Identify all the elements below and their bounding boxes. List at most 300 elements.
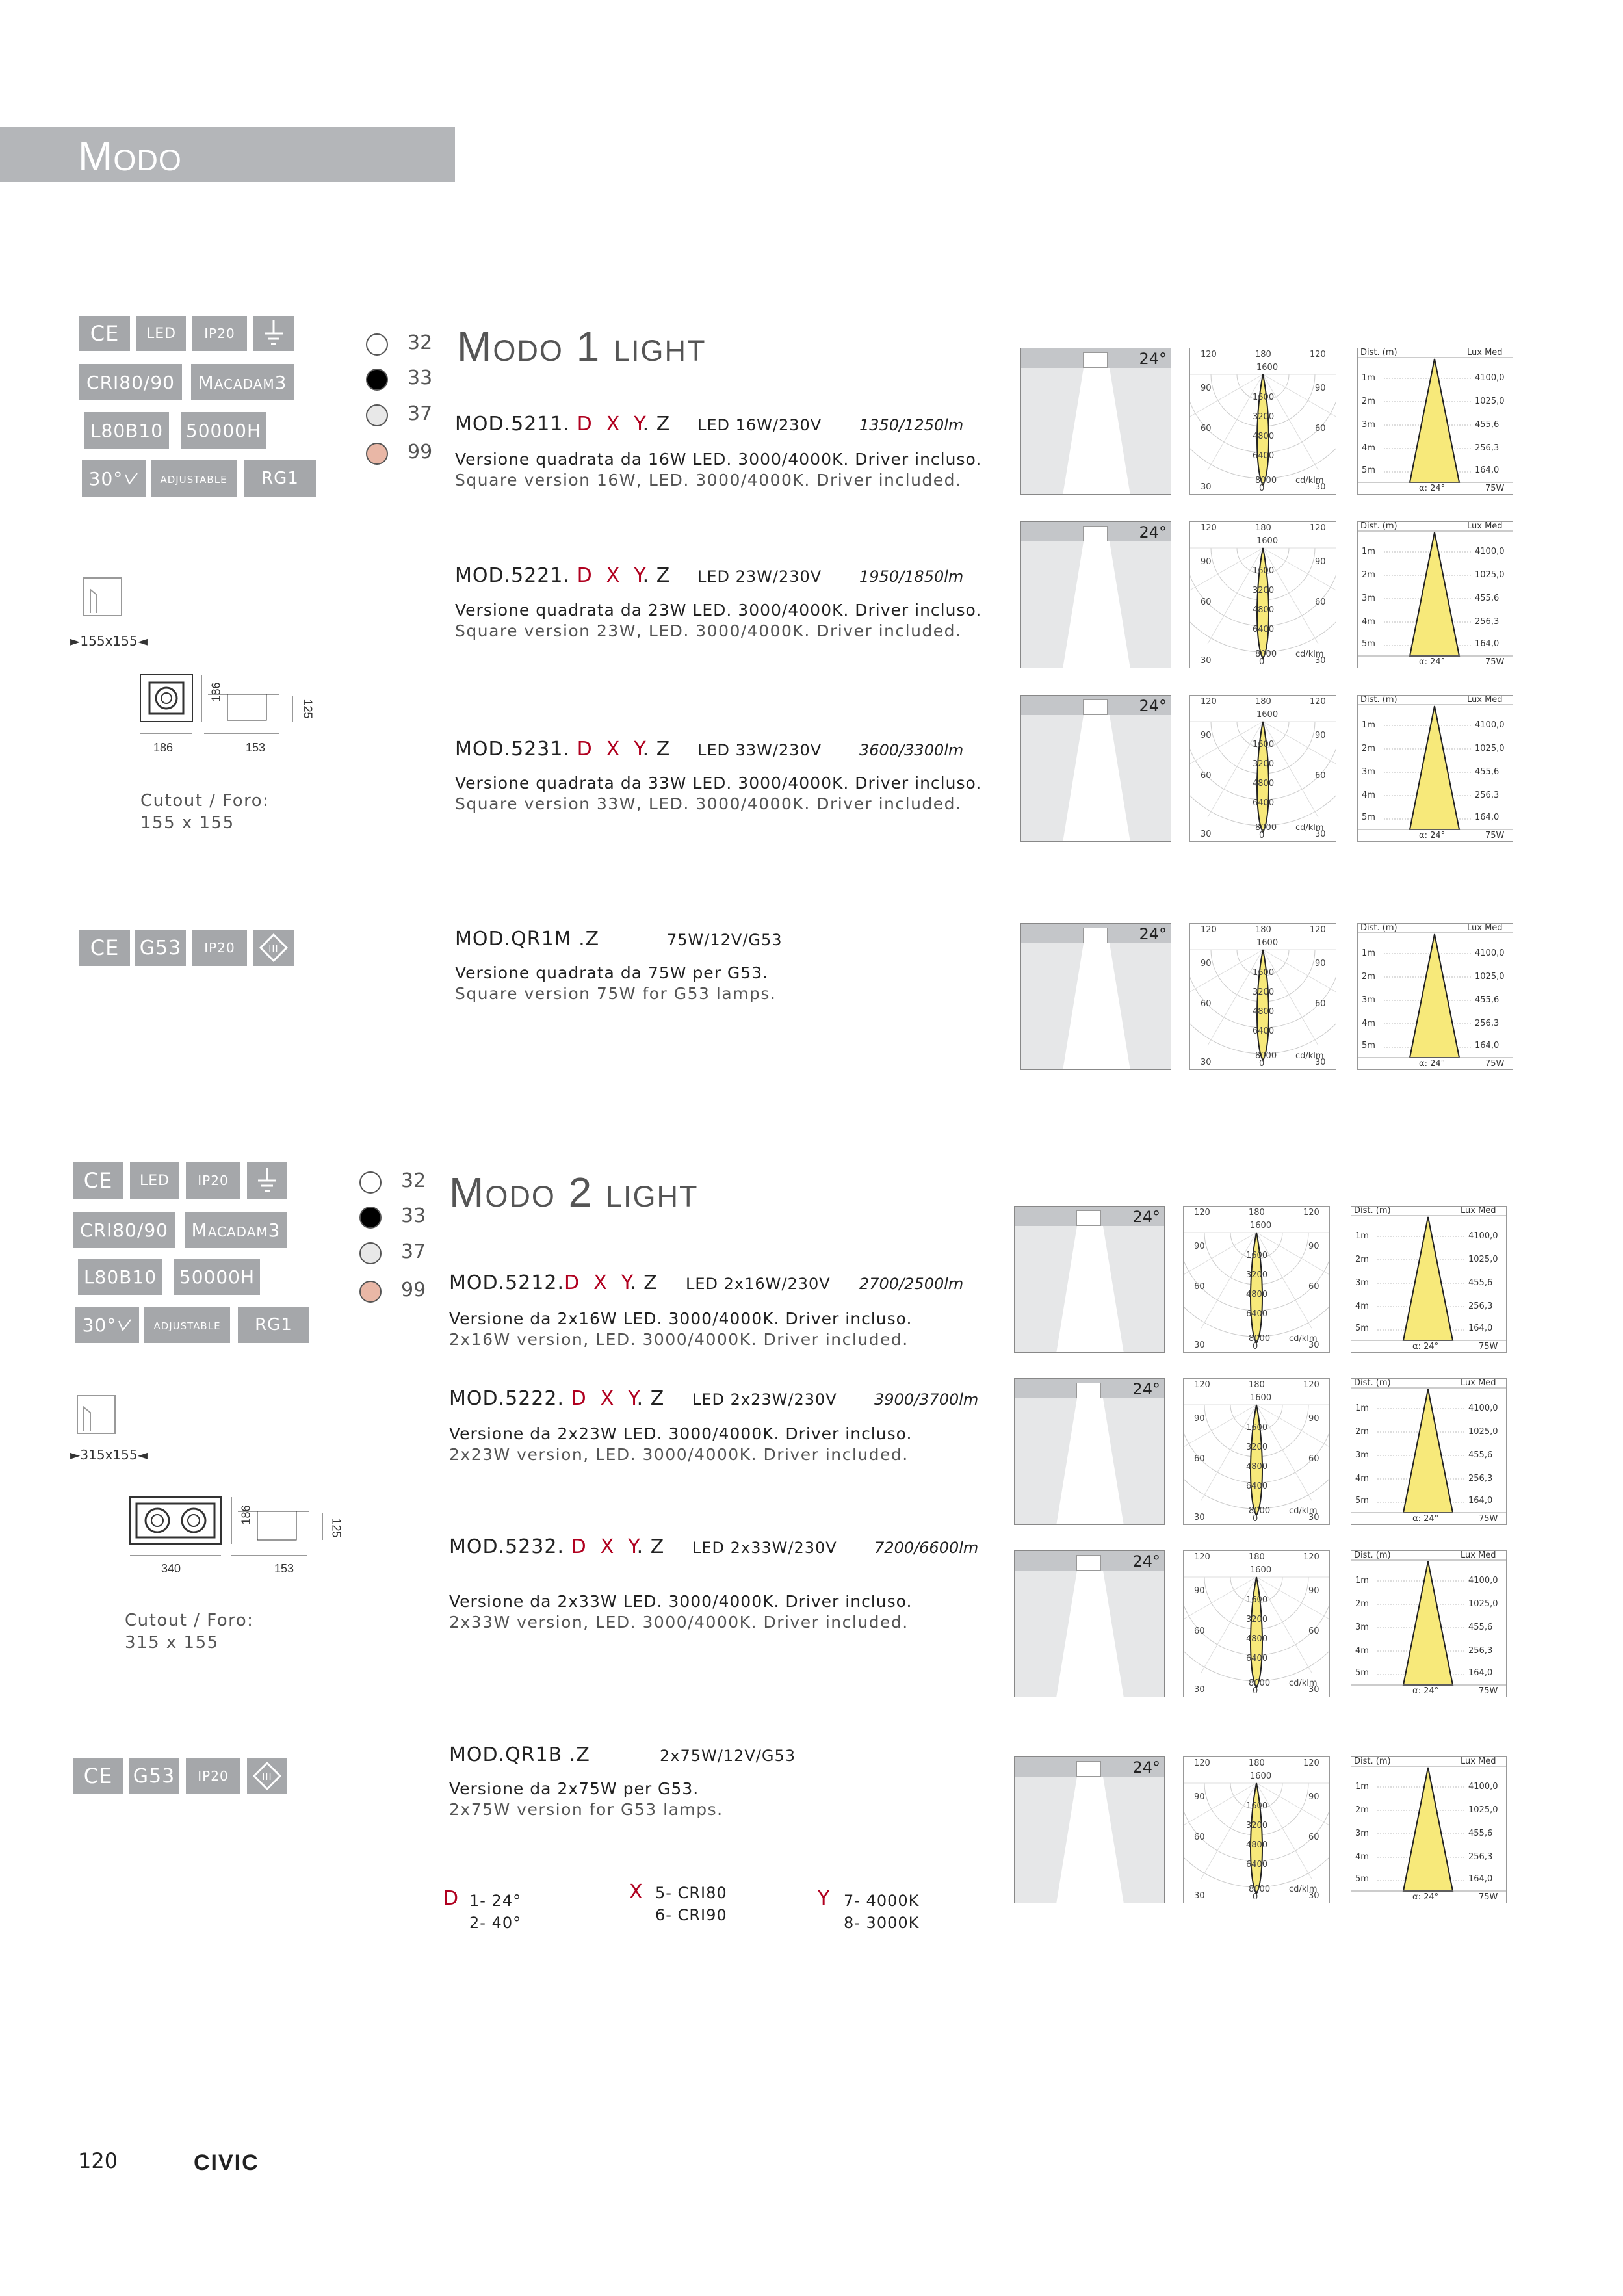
product-spec: LED 2x23W/230V	[692, 1390, 837, 1409]
polar-ring-label: 4800	[1246, 1634, 1268, 1644]
beam-angle-label: 24°	[1139, 697, 1167, 715]
lux-header: Lux Med	[1461, 1206, 1496, 1216]
lux-distance: 3m	[1355, 1278, 1369, 1288]
lux-distance: 2m	[1362, 570, 1375, 580]
lux-diagram	[1357, 348, 1513, 495]
dimension-height: 186	[209, 682, 223, 702]
polar-label: 120	[1303, 1208, 1319, 1218]
polar-label: 30	[1201, 482, 1212, 492]
polar-label: 1600	[1256, 710, 1279, 720]
lux-value: 256,3	[1468, 1301, 1493, 1311]
description-en: Square version 16W, LED. 3000/4000K. Driver included.	[455, 471, 962, 489]
swatch-number: 33	[408, 367, 433, 389]
lux-alpha: α: 24°	[1419, 1059, 1446, 1069]
polar-label: cd/klm	[1295, 476, 1324, 486]
polar-label: 60	[1308, 1833, 1319, 1842]
lux-watt: 75W	[1485, 1059, 1505, 1069]
polar-label: 60	[1315, 424, 1326, 434]
polar-label: 8000	[1255, 823, 1277, 833]
dimension-width: 340	[161, 1562, 181, 1575]
polar-label: 90	[1308, 1792, 1319, 1802]
polar-ring-label: 3200	[1253, 412, 1275, 422]
description-it: Versione da 2x23W LED. 3000/4000K. Driver incluso.	[449, 1424, 913, 1443]
lux-alpha: α: 24°	[1419, 657, 1446, 667]
polar-label: 8000	[1249, 1334, 1271, 1344]
lux-value: 164,0	[1468, 1324, 1493, 1333]
polar-label: 8000	[1255, 1051, 1277, 1061]
lux-distance: 4m	[1362, 443, 1375, 453]
polar-label: 0	[1253, 1514, 1258, 1524]
beam-angle-label: 24°	[1139, 350, 1167, 368]
lux-value: 1025,0	[1468, 1427, 1498, 1437]
lux-diagram	[1351, 1378, 1507, 1525]
polar-label: 90	[1201, 557, 1212, 567]
polar-label: 30	[1315, 829, 1326, 839]
polar-label: 30	[1194, 1513, 1205, 1522]
polar-label: 180	[1255, 523, 1271, 533]
polar-label: 90	[1315, 731, 1326, 740]
dimension-recess: 125	[330, 1518, 343, 1538]
polar-label: 0	[1259, 1059, 1265, 1069]
legend-y-option: 7- 4000K	[844, 1892, 920, 1910]
polar-ring-label: 6400	[1253, 1026, 1275, 1036]
polar-label: 60	[1308, 1626, 1319, 1636]
page-title: Modo	[78, 133, 182, 179]
lux-distance: 3m	[1362, 767, 1375, 777]
polar-ring-label: 1600	[1246, 1423, 1268, 1433]
swatch-number: 32	[401, 1169, 426, 1192]
polar-ring-label: 6400	[1246, 1309, 1268, 1319]
lux-value: 1025,0	[1475, 744, 1505, 753]
polar-label: cd/klm	[1295, 1051, 1324, 1061]
lux-distance: 2m	[1362, 972, 1375, 982]
ground-icon	[247, 1162, 287, 1199]
lux-distance: 2m	[1355, 1805, 1369, 1815]
lux-value: 164,0	[1475, 639, 1500, 649]
adjustable-badge: adjustable	[151, 460, 237, 497]
swatch-grey	[359, 1242, 382, 1264]
lux-header: Dist. (m)	[1354, 1206, 1391, 1216]
lux-value: 1025,0	[1468, 1255, 1498, 1264]
ip20-badge: IP20	[192, 930, 247, 966]
lux-diagram	[1351, 1206, 1507, 1353]
polar-label: 30	[1194, 1891, 1205, 1901]
polar-label: 30	[1308, 1685, 1319, 1695]
polar-ring-label: 1600	[1253, 393, 1275, 402]
hours-badge: 50000H	[181, 412, 266, 449]
lux-distance: 4m	[1362, 1019, 1375, 1028]
macadam-badge: Macadam3	[185, 1212, 287, 1248]
polar-ring-label: 3200	[1246, 1270, 1268, 1280]
polar-label: 30	[1194, 1340, 1205, 1350]
lux-watt: 75W	[1485, 484, 1505, 493]
lux-distance: 3m	[1362, 420, 1375, 430]
polar-label: 0	[1259, 831, 1265, 841]
polar-label: 1600	[1256, 938, 1279, 948]
polar-label: 120	[1310, 925, 1326, 935]
lux-alpha: α: 24°	[1419, 484, 1446, 493]
lux-alpha: α: 24°	[1412, 1892, 1439, 1902]
led-badge: LED	[136, 316, 186, 351]
polar-label: 90	[1194, 1242, 1205, 1251]
lux-alpha: α: 24°	[1412, 1686, 1439, 1696]
cutout-icon	[76, 1394, 118, 1439]
macadam-badge: Macadam3	[191, 364, 294, 400]
lux-value: 455,6	[1468, 1450, 1493, 1460]
polar-ring-label: 3200	[1253, 759, 1275, 769]
lux-distance: 2m	[1362, 397, 1375, 406]
beam-diagram	[1014, 1550, 1165, 1697]
product-code: MOD.QR1M .Z	[455, 928, 600, 950]
polar-ring-label: 1600	[1246, 1251, 1268, 1260]
lux-value: 4100,0	[1475, 547, 1505, 556]
lux-watt: 75W	[1479, 1514, 1498, 1524]
polar-label: cd/klm	[1295, 649, 1324, 659]
lux-distance: 1m	[1355, 1231, 1369, 1241]
polar-ring-label: 4800	[1246, 1840, 1268, 1850]
lux-distance: 5m	[1362, 1041, 1375, 1050]
lux-value: 256,3	[1475, 1019, 1500, 1028]
polar-label: 90	[1315, 384, 1326, 393]
polar-curve-diagram	[1183, 1550, 1330, 1697]
transformer-icon	[247, 1758, 287, 1794]
product-code: MOD.5212.D X Y. Z	[449, 1272, 658, 1294]
dimension-depth: 153	[246, 741, 266, 754]
polar-label: 60	[1201, 771, 1212, 781]
polar-label: 1600	[1250, 1393, 1272, 1403]
swatch-number: 33	[401, 1205, 426, 1227]
polar-ring-label: 1600	[1246, 1801, 1268, 1811]
ground-icon	[253, 316, 294, 351]
lux-distance: 5m	[1355, 1668, 1369, 1678]
polar-label: 90	[1201, 731, 1212, 740]
lux-distance: 4m	[1355, 1474, 1369, 1483]
adjustable-badge: adjustable	[144, 1307, 230, 1343]
rg1-badge: RG1	[244, 460, 316, 497]
lux-value: 455,6	[1468, 1623, 1493, 1632]
polar-label: 0	[1253, 1686, 1258, 1696]
polar-label: 0	[1253, 1892, 1258, 1902]
polar-curve-diagram	[1189, 923, 1336, 1070]
polar-ring-label: 6400	[1253, 451, 1275, 461]
ip20-badge: IP20	[186, 1162, 240, 1199]
beam-angle-label: 24°	[1132, 1208, 1160, 1226]
polar-label: 8000	[1249, 1885, 1271, 1894]
lux-value: 1025,0	[1468, 1599, 1498, 1609]
polar-ring-label: 3200	[1246, 1821, 1268, 1831]
swatch-white	[359, 1171, 382, 1194]
polar-label: 30	[1201, 829, 1212, 839]
polar-ring-label: 4800	[1253, 1007, 1275, 1017]
polar-ring-label: 4800	[1253, 779, 1275, 789]
beam-angle-label: 24°	[1132, 1552, 1160, 1571]
polar-label: 30	[1201, 1058, 1212, 1067]
lux-value: 455,6	[1475, 995, 1500, 1005]
lux-value: 164,0	[1468, 1874, 1493, 1884]
beam-diagram	[1014, 1378, 1165, 1525]
lux-distance: 4m	[1355, 1301, 1369, 1311]
polar-label: 120	[1303, 1552, 1319, 1562]
swatch-white	[366, 333, 388, 356]
lux-watt: 75W	[1479, 1342, 1498, 1351]
lux-value: 256,3	[1468, 1852, 1493, 1862]
lux-distance: 2m	[1355, 1599, 1369, 1609]
lux-header: Dist. (m)	[1354, 1550, 1391, 1560]
product-lumen: 1350/1250lm	[859, 416, 964, 434]
lux-header: Dist. (m)	[1360, 923, 1397, 933]
dimension-width: 186	[153, 741, 174, 754]
lux-distance: 1m	[1362, 547, 1375, 556]
polar-label: 120	[1310, 350, 1326, 359]
hours-badge: 50000H	[174, 1259, 260, 1295]
product-lumen: 3600/3300lm	[859, 741, 964, 759]
product-spec: 2x75W/12V/G53	[660, 1747, 796, 1765]
polar-label: 60	[1315, 597, 1326, 607]
polar-label: 1600	[1256, 536, 1279, 546]
polar-label: 60	[1308, 1282, 1319, 1292]
product-lumen: 7200/6600lm	[874, 1539, 979, 1557]
lux-value: 4100,0	[1468, 1231, 1498, 1241]
lux-value: 1025,0	[1468, 1805, 1498, 1815]
lux-header: Dist. (m)	[1360, 695, 1397, 705]
lux-header: Lux Med	[1461, 1550, 1496, 1560]
polar-label: 60	[1315, 771, 1326, 781]
polar-ring-label: 3200	[1246, 1615, 1268, 1624]
product-code: MOD.5232. D X Y. Z	[449, 1535, 665, 1558]
ip20-badge: IP20	[192, 316, 247, 351]
lux-value: 455,6	[1475, 420, 1500, 430]
polar-label: 90	[1308, 1586, 1319, 1596]
polar-ring-label: 1600	[1253, 968, 1275, 978]
product-code: MOD.5231. D X Y. Z	[455, 738, 671, 761]
section-title: Modo 1 light	[457, 323, 707, 370]
cutout-note: Cutout / Foro: 315 x 155	[125, 1611, 254, 1652]
lux-distance: 3m	[1355, 1450, 1369, 1460]
polar-label: 60	[1194, 1282, 1205, 1292]
svg-text:III: III	[268, 944, 279, 954]
polar-label: cd/klm	[1289, 1334, 1318, 1344]
lux-value: 4100,0	[1475, 948, 1505, 958]
polar-label: 90	[1194, 1792, 1205, 1802]
lux-value: 164,0	[1475, 465, 1500, 475]
lux-distance: 1m	[1355, 1403, 1369, 1413]
lux-alpha: α: 24°	[1412, 1342, 1439, 1351]
polar-label: 120	[1303, 1758, 1319, 1768]
polar-label: 0	[1253, 1342, 1258, 1351]
description-en: 2x23W version, LED. 3000/4000K. Driver included.	[449, 1445, 909, 1464]
lux-distance: 4m	[1355, 1646, 1369, 1656]
lux-value: 256,3	[1475, 617, 1500, 627]
polar-ring-label: 4800	[1246, 1462, 1268, 1472]
lux-value: 164,0	[1468, 1668, 1493, 1678]
swatch-black	[366, 369, 388, 391]
polar-label: 0	[1259, 484, 1265, 493]
swatch-number: 99	[401, 1279, 426, 1301]
beam-angle-label: 24°	[1139, 925, 1167, 943]
lux-diagram	[1357, 521, 1513, 668]
cutout-size: ►315x155◄	[70, 1447, 148, 1463]
lux-value: 455,6	[1475, 767, 1500, 777]
lux-value: 455,6	[1468, 1829, 1493, 1838]
lux-diagram	[1357, 695, 1513, 842]
lux-value: 164,0	[1475, 813, 1500, 822]
polar-label: 30	[1308, 1891, 1319, 1901]
ce-badge: CE	[73, 1162, 123, 1199]
polar-label: 90	[1315, 959, 1326, 969]
beam-diagram	[1014, 1756, 1165, 1903]
cri-badge: CRI80/90	[79, 364, 182, 400]
legend-x-letter: X	[629, 1881, 643, 1903]
legend-x-option: 6- CRI90	[655, 1906, 727, 1924]
lux-distance: 3m	[1362, 995, 1375, 1005]
product-spec: LED 16W/230V	[697, 416, 822, 434]
lux-distance: 3m	[1362, 594, 1375, 603]
polar-label: 60	[1194, 1833, 1205, 1842]
description-en: 2x16W version, LED. 3000/4000K. Driver included.	[449, 1330, 909, 1349]
legend-y-option: 8- 3000K	[844, 1914, 920, 1932]
lux-header: Lux Med	[1467, 348, 1503, 358]
lux-distance: 1m	[1362, 720, 1375, 730]
lux-value: 4100,0	[1468, 1403, 1498, 1413]
description-it: Versione da 2x75W per G53.	[449, 1779, 699, 1798]
polar-curve-diagram	[1183, 1378, 1330, 1525]
polar-label: 120	[1310, 697, 1326, 707]
lux-header: Lux Med	[1467, 521, 1503, 531]
polar-label: 60	[1194, 1454, 1205, 1464]
polar-label: 90	[1315, 557, 1326, 567]
description-en: Square version 23W, LED. 3000/4000K. Driver included.	[455, 621, 962, 640]
description-it: Versione quadrata da 33W LED. 3000/4000K. Driver incluso.	[455, 774, 982, 792]
l80b10-badge: L80B10	[78, 1259, 162, 1295]
description-en: Square version 75W for G53 lamps.	[455, 984, 777, 1003]
g53-badge: G53	[135, 930, 186, 966]
lux-distance: 3m	[1355, 1829, 1369, 1838]
lux-value: 455,6	[1468, 1278, 1493, 1288]
polar-label: 8000	[1249, 1506, 1271, 1516]
led-badge: LED	[130, 1162, 179, 1199]
polar-curve-diagram	[1189, 695, 1336, 842]
polar-label: 120	[1201, 350, 1217, 359]
lux-distance: 2m	[1355, 1255, 1369, 1264]
polar-label: 120	[1310, 523, 1326, 533]
description-en: 2x33W version, LED. 3000/4000K. Driver included.	[449, 1613, 909, 1632]
product-code: MOD.5221. D X Y. Z	[455, 564, 671, 587]
lux-value: 164,0	[1468, 1496, 1493, 1506]
polar-label: cd/klm	[1289, 1506, 1318, 1516]
description-it: Versione quadrata da 23W LED. 3000/4000K. Driver incluso.	[455, 601, 982, 620]
swatch-copper	[359, 1281, 382, 1303]
tilt-badge: 30°	[82, 460, 146, 497]
polar-label: 60	[1201, 424, 1212, 434]
lux-watt: 75W	[1485, 657, 1505, 667]
swatch-number: 99	[408, 441, 433, 463]
description-it: Versione quadrata da 75W per G53.	[455, 963, 769, 982]
polar-label: 120	[1201, 925, 1217, 935]
polar-curve-diagram	[1183, 1206, 1330, 1353]
polar-label: 90	[1194, 1586, 1205, 1596]
svg-text:III: III	[262, 1772, 272, 1782]
swatch-black	[359, 1207, 382, 1229]
lux-diagram	[1357, 923, 1513, 1070]
polar-ring-label: 4800	[1253, 432, 1275, 441]
lux-value: 256,3	[1475, 443, 1500, 453]
lux-distance: 1m	[1355, 1782, 1369, 1792]
product-spec: 75W/12V/G53	[667, 931, 783, 949]
lux-distance: 5m	[1355, 1496, 1369, 1506]
polar-label: 180	[1255, 925, 1271, 935]
polar-label: 30	[1308, 1340, 1319, 1350]
lux-alpha: α: 24°	[1419, 831, 1446, 841]
lux-distance: 2m	[1355, 1427, 1369, 1437]
lux-value: 1025,0	[1475, 397, 1505, 406]
legend-d-letter: D	[443, 1887, 459, 1910]
polar-label: 120	[1303, 1380, 1319, 1390]
polar-label: 60	[1201, 999, 1212, 1009]
beam-diagram	[1020, 695, 1171, 842]
beam-diagram	[1020, 923, 1171, 1070]
polar-label: 180	[1249, 1380, 1265, 1390]
lux-value: 4100,0	[1468, 1576, 1498, 1585]
polar-label: 30	[1201, 656, 1212, 666]
polar-label: 8000	[1255, 476, 1277, 486]
polar-ring-label: 6400	[1246, 1481, 1268, 1491]
lux-distance: 2m	[1362, 744, 1375, 753]
lux-distance: 1m	[1362, 373, 1375, 383]
description-it: Versione da 2x16W LED. 3000/4000K. Driver incluso.	[449, 1309, 913, 1328]
section-title: Modo 2 light	[449, 1169, 699, 1216]
ce-badge: CE	[79, 930, 130, 966]
l80b10-badge: L80B10	[84, 412, 169, 449]
beam-angle-label: 24°	[1132, 1380, 1160, 1398]
lux-alpha: α: 24°	[1412, 1514, 1439, 1524]
description-en: 2x75W version for G53 lamps.	[449, 1800, 723, 1819]
beam-diagram	[1014, 1206, 1165, 1353]
lux-distance: 4m	[1355, 1852, 1369, 1862]
polar-label: 1600	[1250, 1771, 1272, 1781]
polar-label: 30	[1315, 482, 1326, 492]
header-bar	[0, 127, 455, 182]
polar-label: 8000	[1255, 649, 1277, 659]
legend-d-option: 1- 24°	[469, 1892, 522, 1910]
polar-label: 120	[1194, 1380, 1210, 1390]
beam-diagram	[1020, 348, 1171, 495]
lux-distance: 5m	[1362, 813, 1375, 822]
polar-ring-label: 4800	[1253, 605, 1275, 615]
polar-label: 120	[1194, 1758, 1210, 1768]
ce-badge: CE	[79, 316, 130, 351]
lux-distance: 4m	[1362, 790, 1375, 800]
polar-label: 1600	[1256, 363, 1279, 372]
lux-value: 256,3	[1475, 790, 1500, 800]
cutout-note: Cutout / Foro: 155 x 155	[140, 791, 270, 833]
lux-value: 4100,0	[1475, 373, 1505, 383]
polar-ring-label: 1600	[1253, 566, 1275, 576]
lux-distance: 5m	[1362, 639, 1375, 649]
lux-header: Dist. (m)	[1354, 1378, 1391, 1388]
swatch-grey	[366, 404, 388, 426]
polar-ring-label: 6400	[1253, 798, 1275, 808]
lux-header: Dist. (m)	[1360, 348, 1397, 358]
description-it: Versione da 2x33W LED. 3000/4000K. Driver incluso.	[449, 1592, 913, 1611]
swatch-number: 37	[408, 402, 433, 425]
lux-distance: 5m	[1362, 465, 1375, 475]
product-spec: LED 23W/230V	[697, 567, 822, 586]
polar-label: 120	[1201, 523, 1217, 533]
polar-label: 1600	[1250, 1565, 1272, 1575]
polar-label: 180	[1255, 697, 1271, 707]
polar-label: cd/klm	[1295, 823, 1324, 833]
product-drawing	[136, 670, 325, 750]
